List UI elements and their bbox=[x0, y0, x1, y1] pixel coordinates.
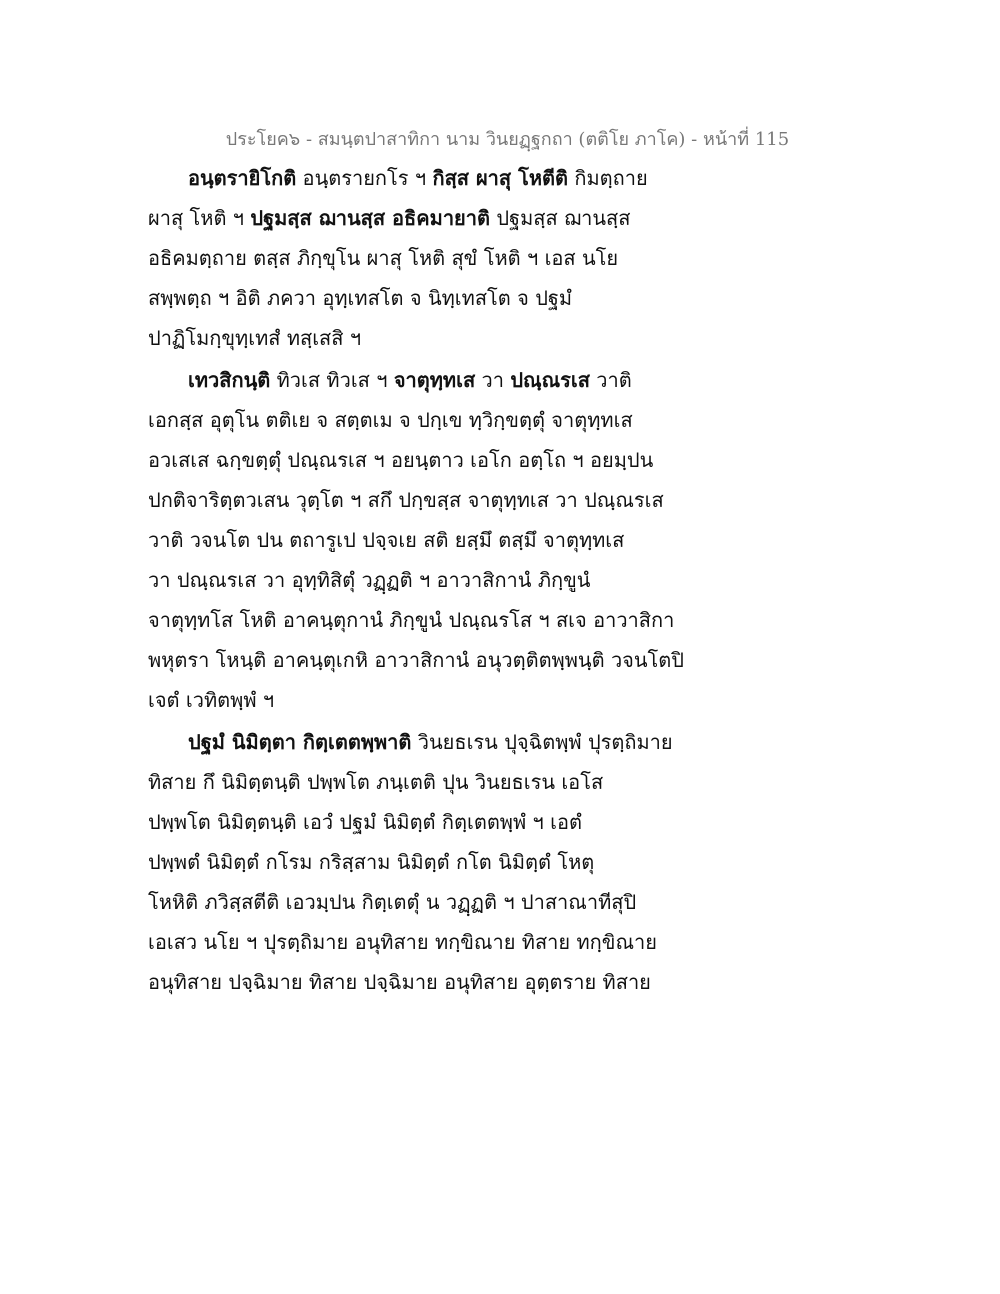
text-segment: วินยธเรน ปุจฺฉิตพฺพํ ปุรตฺถิมาย bbox=[411, 730, 673, 754]
text-segment: ปฐมสฺส ฌานสฺส bbox=[489, 206, 631, 230]
text-line bbox=[148, 640, 868, 680]
text-segment: ผาสุ โหติ ฯ bbox=[148, 206, 251, 230]
text-segment: จาตุทฺทโส โหติ อาคนฺตุกานํ ภิกฺขูนํ ปณฺณรโส ฯ สเจ อาวาสิกา bbox=[148, 608, 675, 632]
text-segment: วา bbox=[475, 368, 511, 392]
body-text bbox=[148, 158, 868, 1002]
text-line bbox=[148, 842, 868, 882]
page-header: ประโยค๖ - สมนฺตปาสาทิกา นาม วินยฏฺฐกถา (ตติโย ภาโค) - หน้าที่ 115 bbox=[225, 129, 790, 150]
paragraph bbox=[148, 360, 868, 720]
text-segment: เจตํ เวทิตพฺพํ ฯ bbox=[148, 688, 275, 712]
text-segment: ทิวเส ทิวเส ฯ bbox=[270, 368, 394, 392]
text-line bbox=[148, 400, 868, 440]
text-line bbox=[148, 882, 868, 922]
bold-term: จาตุทฺทเส bbox=[393, 368, 476, 392]
text-segment: โหหิติ ภวิสฺสตีติ เอวมฺปน กิตฺเตตุํ น วฏฺฏติ ฯ ปาสาณาทีสุปิ bbox=[148, 890, 637, 914]
bold-term: เทวสิกนฺติ bbox=[188, 368, 271, 392]
text-line bbox=[148, 278, 868, 318]
text-line bbox=[148, 680, 868, 720]
text-line bbox=[148, 962, 868, 1002]
text-segment: เอกสฺส อุตุโน ตติเย จ สตฺตเม จ ปกฺเข ทฺวิกฺขตฺตุํ จาตุทฺทเส bbox=[148, 408, 633, 432]
text-segment: วา ปณฺณรเส วา อุทฺทิสิตุํ วฏฺฏติ ฯ อาวาสิกานํ ภิกฺขูนํ bbox=[148, 568, 591, 592]
text-segment: วาติ bbox=[589, 368, 632, 392]
text-segment: อวเสเส ฉกฺขตฺตุํ ปณฺณรเส ฯ อยนฺตาว เอโก อตฺโถ ฯ อยมฺปน bbox=[148, 448, 654, 472]
bold-term: ปฐมํ นิมิตฺตา กิตฺเตตพฺพาติ bbox=[188, 730, 412, 754]
text-line bbox=[148, 440, 868, 480]
bold-term: ปฐมสฺส ฌานสฺส อธิคมายาติ bbox=[250, 206, 490, 230]
text-line bbox=[148, 158, 868, 198]
paragraph bbox=[148, 158, 868, 358]
paragraph bbox=[148, 722, 868, 1002]
text-line bbox=[148, 922, 868, 962]
bold-term: ปณฺณรเส bbox=[510, 368, 590, 392]
text-segment: ทิสาย กึ นิมิตฺตนฺติ ปพฺพโต ภนฺเตติ ปุน วินยธเรน เอโส bbox=[148, 770, 604, 794]
text-line bbox=[148, 360, 868, 400]
text-line bbox=[148, 520, 868, 560]
text-segment: ปกติจาริตฺตวเสน วุตฺโต ฯ สกึ ปกฺขสฺส จาตุทฺทเส วา ปณฺณรเส bbox=[148, 488, 664, 512]
text-line bbox=[148, 480, 868, 520]
text-line bbox=[148, 722, 868, 762]
text-segment: เอเสว นโย ฯ ปุรตฺถิมาย อนุทิสาย ทกฺขิณาย ทิสาย ทกฺขิณาย bbox=[148, 930, 657, 954]
text-line bbox=[148, 318, 868, 358]
text-line bbox=[148, 600, 868, 640]
bold-term: อนฺตรายิโกติ bbox=[188, 166, 297, 190]
text-line bbox=[148, 198, 868, 238]
text-line bbox=[148, 762, 868, 802]
text-segment: ปพฺพโต นิมิตฺตนฺติ เอวํ ปฐมํ นิมิตฺตํ กิตฺเตตพฺพํ ฯ เอตํ bbox=[148, 810, 582, 834]
text-line bbox=[148, 238, 868, 278]
text-segment: สพฺพตฺถ ฯ อิติ ภควา อุทฺเทสโต จ นิทฺเทสโต จ ปฐมํ bbox=[148, 286, 573, 310]
text-segment: ปาฏิโมกฺขุทฺเทสํ ทสฺเสสิ ฯ bbox=[148, 326, 362, 350]
text-segment: ปพฺพตํ นิมิตฺตํ กโรม กริสฺสาม นิมิตฺตํ กโต นิมิตฺตํ โหตุ bbox=[148, 850, 595, 874]
text-line bbox=[148, 802, 868, 842]
text-line bbox=[148, 560, 868, 600]
bold-term: กิสฺส ผาสุ โหตีติ bbox=[432, 166, 568, 190]
text-segment: อนุทิสาย ปจฺฉิมาย ทิสาย ปจฺฉิมาย อนุทิสาย อุตฺตราย ทิสาย bbox=[148, 970, 651, 994]
text-segment: วาติ วจนโต ปน ตถารูเป ปจฺจเย สติ ยสฺมึ ตสฺมึ จาตุทฺทเส bbox=[148, 528, 625, 552]
text-segment: อธิคมตฺถาย ตสฺส ภิกฺขุโน ผาสุ โหติ สุขํ โหติ ฯ เอส นโย bbox=[148, 246, 619, 270]
text-segment: กิมตฺถาย bbox=[567, 166, 648, 190]
text-segment: พหุตรา โหนฺติ อาคนฺตุเกหิ อาวาสิกานํ อนุวตฺติตพฺพนฺติ วจนโตปิ bbox=[148, 648, 684, 672]
text-segment: อนฺตรายกโร ฯ bbox=[296, 166, 433, 190]
